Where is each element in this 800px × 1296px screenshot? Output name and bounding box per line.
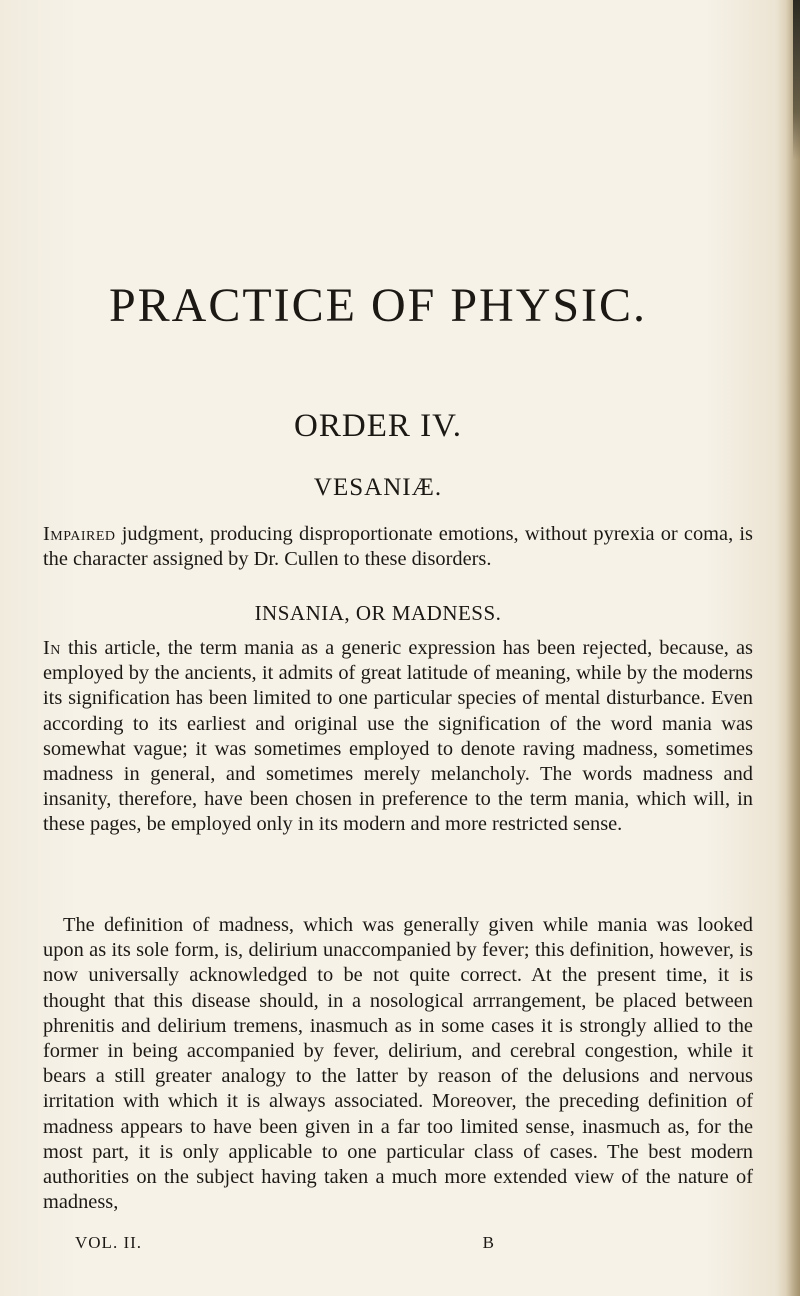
paragraph-1 (43, 636, 753, 838)
signature-mark: B (482, 1233, 495, 1252)
page-edge-shadow (786, 0, 800, 1296)
intro-lead-word: Impaired (43, 523, 116, 545)
class-heading: VESANIÆ. (313, 474, 443, 501)
binding-edge (793, 0, 800, 160)
intro-paragraph (43, 522, 753, 572)
page-footer (75, 1233, 495, 1253)
paragraph-1-lead-word: In (43, 637, 61, 659)
paragraph-2 (43, 913, 753, 1215)
paragraph-2-text: The definition of madness, which was generally given while mania was looked upon as its sole form, is, delirium unaccompanied by fever; this definition, however, is now universally acknowledged to be not quite correct. At the present time, it is thought that this disease should, in a nosological arrrangement, be placed between phrenitis and delirium tremens, inasmuch as in some cases it is strongly allied to the former in being accompanied by fever, delirium, and cerebral congestion, while it bears a still greater analogy to the latter by reason of the delusions and nervous irritation with which it is always associated. Moreover, the preceding definition of madness appears to have been given in a far too limited sense, inasmuch as, for the most part, it is only applicable to one particular class of cases. The best modern authorities on the subject having taken a much more extended view of the nature of madness, (43, 914, 753, 1214)
page-title: PRACTICE OF PHYSIC. (108, 279, 648, 332)
order-heading: ORDER IV. (294, 408, 462, 444)
paragraph-1-text: this article, the term mania as a generic expression has been rejected, because, as employed by the ancients, it admits of great latitude of meaning, while by the moderns its signification has been limited to one particular species of mental disturbance. Even according to its earliest and original use the signification of the word mania was somewhat vague; it was sometimes employed to denote raving madness, sometimes madness in general, and sometimes merely melancholy. The words madness and insanity, therefore, have been chosen in preference to the term mania, which will, in these pages, be employed only in its modern and more restricted sense. (43, 637, 753, 836)
volume-label: VOL. II. (75, 1233, 143, 1252)
section-heading: INSANIA, OR MADNESS. (254, 601, 502, 625)
intro-text: judgment, producing disproportionate emotions, without pyrexia or coma, is the character assigned by Dr. Cullen to these disorders. (43, 523, 753, 571)
